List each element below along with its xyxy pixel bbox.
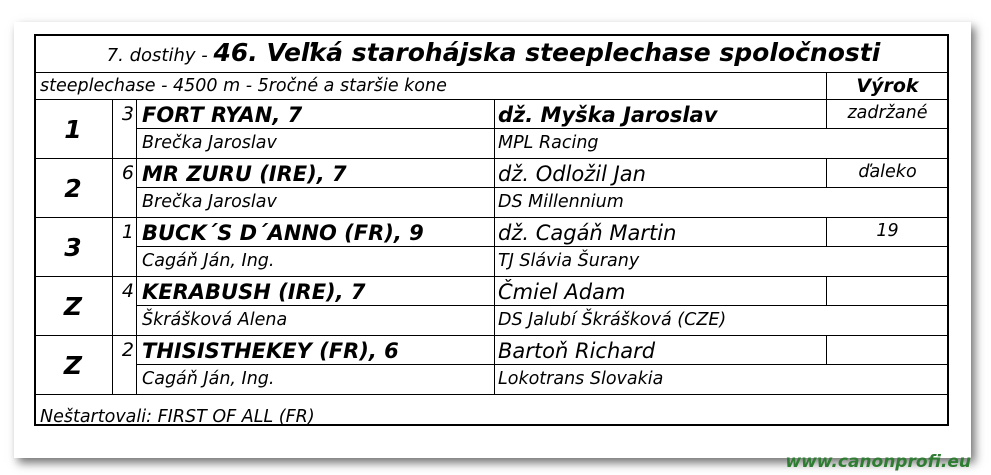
result-margin: 19 — [876, 221, 899, 241]
row-divider — [826, 187, 949, 188]
finish-place: Z — [63, 292, 83, 321]
row-divider — [36, 335, 949, 336]
finish-place: 2 — [64, 174, 82, 203]
result-margin: zadržané — [847, 103, 928, 123]
horse-name: FORT RYAN, 7 — [142, 103, 303, 127]
row-divider — [136, 364, 826, 365]
owner-name: Lokotrans Slovakia — [498, 369, 664, 389]
saddle-number: 6 — [121, 162, 134, 184]
trainer-name: Škrášková Alena — [142, 310, 288, 330]
finish-place: 1 — [64, 115, 82, 144]
row-divider — [826, 246, 949, 247]
row-divider — [136, 246, 826, 247]
race-conditions: steeplechase - 4500 m - 5ročné a staršie kone — [40, 76, 447, 96]
row-divider — [36, 217, 949, 218]
row-divider — [826, 364, 949, 365]
jockey-name: Čmiel Adam — [498, 280, 626, 304]
trainer-name: Cagáň Ján, Ing. — [142, 369, 275, 389]
race-number: 7. dostihy - — [106, 45, 214, 66]
saddle-number: 2 — [121, 339, 134, 361]
column-divider — [826, 276, 827, 305]
jockey-name: Bartoň Richard — [498, 339, 656, 363]
watermark: www.canonprofi.eu — [785, 452, 971, 472]
horse-name: THISISTHEKEY (FR), 6 — [142, 339, 399, 363]
race-title: 46. Veľká starohájska steeplechase spoločnosti — [213, 38, 881, 67]
row-divider — [36, 158, 949, 159]
horse-name: BUCK´S D´ANNO (FR), 9 — [142, 221, 424, 245]
row-divider — [136, 187, 826, 188]
jockey-name: dž. Odložil Jan — [498, 162, 646, 186]
results-table — [34, 34, 949, 426]
row-divider — [36, 276, 949, 277]
owner-name: DS Jalubí Škrášková (CZE) — [498, 310, 727, 330]
row-divider — [826, 128, 949, 129]
non-starters: Neštartovali: FIRST OF ALL (FR) — [40, 407, 315, 427]
row-divider — [136, 128, 826, 129]
race-title-line — [36, 38, 951, 67]
finish-place: 3 — [64, 233, 82, 262]
result-margin: ďaleko — [858, 162, 917, 182]
owner-name: TJ Slávia Šurany — [498, 251, 640, 271]
owner-name: DS Millennium — [498, 192, 624, 212]
jockey-name: dž. Myška Jaroslav — [498, 103, 718, 127]
finish-place: Z — [63, 351, 83, 380]
trainer-name: Brečka Jaroslav — [142, 133, 277, 153]
owner-name: MPL Racing — [498, 133, 599, 153]
row-divider — [826, 305, 949, 306]
jockey-name: dž. Cagáň Martin — [498, 221, 677, 245]
row-divider — [136, 305, 826, 306]
row-divider — [36, 394, 949, 395]
saddle-number: 4 — [121, 280, 134, 302]
column-divider — [826, 335, 827, 364]
saddle-number: 3 — [121, 103, 134, 125]
saddle-number: 1 — [121, 221, 134, 243]
horse-name: KERABUSH (IRE), 7 — [142, 280, 366, 304]
trainer-name: Cagáň Ján, Ing. — [142, 251, 275, 271]
horse-name: MR ZURU (IRE), 7 — [142, 162, 347, 186]
result-header: Výrok — [856, 75, 919, 97]
trainer-name: Brečka Jaroslav — [142, 192, 277, 212]
